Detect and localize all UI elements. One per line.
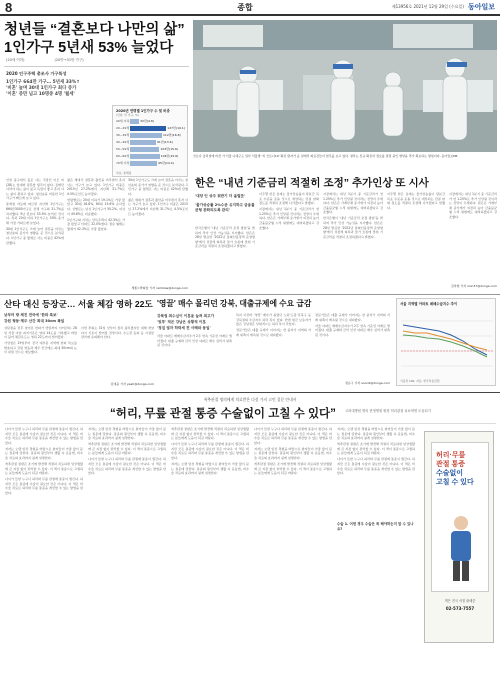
paragraph: 나이가 들면 누구나 허리와 무릎 관절에 통증이 생긴다. 하지만 모든 통증에 수술이 필요한 것은 아니다. 이 책은 비수술 치료로 허리와 무릎 통증을 개선할 수 있는 방법을 담았다.: [171, 442, 249, 460]
photo-illustration: [193, 20, 497, 152]
paragraph: 특히 이른바 '영끌' 매수가 몰렸던 노원·도봉·강북구 등 강북권의 수급지수 하락 폭이 컸다. 반면 현금 보유자가 많은 강남권은 상대적으로 하락 폭이 작았다.: [236, 313, 311, 327]
paragraph: 이주열 한은 총재는 물가상승률이 당분간 목표 수준을 웃돌 것으로 예상되는 만큼 완화 정도를 적절히 조정해 나가겠다고 말했다.: [387, 192, 445, 210]
subhead-item: '대당 인 상주 취반기 더 올릴듯': [195, 194, 246, 198]
housing-chart: [396, 298, 496, 386]
ad-section: [0, 392, 500, 691]
ad-body-col1: [5, 427, 83, 667]
story3-body-col1: [4, 326, 77, 386]
story1-deck: [6, 58, 186, 63]
paragraph: 이번 추위는 31일 낮부터 점차 풀리겠지만 새해 첫날 다시 기온이 떨어질 전망이다. 수도관 동파 등 시설물 관리에 유의해야 한다.: [81, 326, 154, 340]
chart-source: 자료: 통계청: [116, 171, 132, 175]
paragraph: 30대 1인가구도 크게 늘어 결혼을 미루는 청년층의 증가가 영향을 준 것으로 분석된다. 1인가구 중 월세로 사는 비중은 42%에 달했다.: [6, 226, 64, 245]
story2-headline: 한은 “내년 기준금리 적절히 조정” 추가인상 또 시사: [195, 177, 429, 189]
lead-item: 강원 형동·제주 산간 최대 30cm 폭설: [4, 318, 65, 323]
paragraph: 나이가 들면 누구나 허리와 무릎 관절에 통증이 생긴다. 하지만 모든 통증에 수술이 필요한 것은 아니다. 이 책은 비수술 치료로 허리와 무릎 통증을 개선할 수 있는 방법을 담았다.: [5, 477, 83, 495]
paragraph: 전문가들은 대출 규제가 이어지는 한 중저가 지역의 거래 위축이 계속될 것으로 내다봤다.: [315, 313, 390, 322]
story2-body-col2: [259, 192, 319, 290]
story3-body-col2: [81, 326, 154, 382]
ad-kicker: 척추관절 명의에게 치료받은 다섯 가지 고민 질문 안내서: [203, 397, 297, 402]
chart-bar: [130, 126, 166, 131]
paragraph: 기상청은 29일부터 전국 대부분 지역에 한파 특보를 발효하고 강원 영동과 제주 산간에는 최대 30cm의 눈이 내릴 것으로 예보했다.: [4, 341, 77, 355]
story1-byline: 세종=박희창 기자 ramblas@donga.com: [131, 286, 188, 290]
issue-info: 제13956호 2021년 12월 29일 (수요일): [391, 4, 464, 9]
story1-body-col1: [6, 178, 64, 290]
chart-category-label: 30~39세: [116, 133, 130, 137]
chart-value-label: 104만(15.6): [160, 154, 179, 158]
hospital-photo: [193, 20, 497, 152]
lead-item: 낮부터 방 체진 전국에 '한파 특보': [4, 313, 58, 317]
paragraph: 저자는 오랜 임상 경험을 바탕으로 환자들이 가장 많이 묻는 질문에 답한다. 통증의 원인부터 생활 속 운동법, 비수술 치료의 효과까지 쉽게 설명한다.: [5, 446, 83, 460]
story3-byline: 김예윤 기자 yeah@donga.com: [110, 382, 154, 386]
paragraph: 나이가 들면 누구나 허리와 무릎 관절에 통증이 생긴다. 하지만 모든 통증에 수술이 필요한 것은 아니다. 이 책은 비수술 치료로 허리와 무릎 통증을 개선할 수 있는 방법을 담았다.: [5, 427, 83, 445]
ad-divider: [4, 423, 496, 424]
chart-category-label: 20세 이하: [116, 119, 130, 123]
chart-bar: [130, 161, 157, 166]
lead-item: '빚투' 적은 강남은 상황적 이훈: [157, 320, 206, 324]
story1-bullets: [6, 80, 111, 99]
story1-headline: [4, 21, 189, 57]
book-phone: 02-573-7557: [445, 606, 475, 611]
chart-category-label: 20~29세: [116, 126, 130, 130]
story4-lead: [157, 313, 232, 331]
paragraph: 나이가 들면 누구나 허리와 무릎 관절에 통증이 생긴다. 하지만 모든 통증에 수술이 필요한 것은 아니다. 이 책은 비수술 치료로 허리와 무릎 통증을 개선할 수 있는 방법을 담았다.: [337, 457, 415, 476]
book-title-line: 관절 통증: [436, 461, 465, 468]
masthead: [0, 0, 500, 16]
photo1-caption: 코로나 총리설에 비선 가 서울 나네구도 일부 서울병 '치 코로나19' 확진 환자가 음 실에서 의료진들이 업무를 보고 있다. 정부는 신규 확진자 정보를 결정 중인 병상을 추가 확보하는 방침이다. 동아일보DB: [193, 154, 458, 158]
paragraph: 1인가구의 거처는 단독주택이 42.3%로 가장 많았고 아파트 32.0%였다. 점유 형태는 월세가 42.3%로 가장 많았다.: [67, 217, 125, 231]
paragraph: 이주열 한은 총재는 물가상승률이 당분간 목표 수준을 웃돌 것으로 예상되는 만큼 완화 정도를 적절히 조정해 나가겠다고 말했다.: [259, 192, 319, 206]
book-publisher: 책은 전국 서점 판매중: [444, 599, 476, 603]
story1-headline-line1: 청년들 “결혼보다 나만의 삶”: [4, 22, 185, 38]
paragraph: 척추관절 질환은 조기에 발견해 적절히 치료하면 일상생활에 큰 지장 없이 관리할 수 있다. 이 책이 통증으로 고생하는 분들에게 도움이 되길 바란다.: [5, 461, 83, 476]
book-title: [436, 451, 488, 487]
story2-subheads: [195, 194, 255, 213]
book-title-line: 고칠 수 있다: [436, 479, 474, 486]
deck-left: (20세 이하): [6, 58, 25, 62]
age-chart: [112, 105, 188, 177]
book-title-line: 허리·무릎: [436, 452, 466, 459]
ad-tagline: 고려대병원 명의 현영병원 원장 허리관절 치료혁명 도움되기: [345, 409, 431, 413]
paragraph: 성탄절을 전후 찾아온 한파가 연말까지 이어진다. 28일 서울 아침 최저기온은 영하 14도를 기록했고 바람이 불어 체감온도는 영하 22도까지 떨어졌다.: [4, 326, 77, 340]
chart-category-label: 60~69세: [116, 154, 130, 158]
paragraph: 통계청 자료에 따르면 지난해 1인가구는 664만3000가구로 전체 가구의 31.7%를 차지했다. 5년 전보다 33.5% 늘어난 것이다. 특히 20대 이하 1인가구는 53% 증가해 가장 가파르게 늘었다.: [6, 202, 64, 225]
paragraph: 한국은행이 '내년 기준금리 조정 방침'을 밝히며 추가 인상 가능성을 시사했다. 한은은 28일 발표한 '2022년 통화신용정책 운영방향'에서 성장세 회복과 물가 흐름에 맞춰 기준금리를 적절히 조정하겠다고 밝혔다.: [195, 226, 255, 249]
story4-body-col2: [236, 313, 311, 386]
paragraph: 시장에서는 내년 1분기 중 기준금리가 연 1.25%로 추가 인상될 것이라는 전망이 우세하다. 한은은 가계부채 증가세가 여전히 높아 금융불균형 누적 위험에도 대비하겠다고 강조했다.: [449, 192, 497, 219]
subhead-item: '물가상승률 2%수준 유지하고 금융불균형 완화되도록 관리': [195, 203, 255, 212]
book-front: [431, 442, 489, 592]
paragraph: 척추관절 질환은 조기에 발견해 적절히 치료하면 일상생활에 큰 지장 없이 관리할 수 있다. 이 책이 통증으로 고생하는 분들에게 도움이 되길 바란다.: [88, 442, 166, 456]
chart-value-label: 95만(14.4): [158, 161, 174, 165]
chart2-note: 기준선 100, 자료: 한국부동산원: [400, 379, 440, 383]
story4-body-col3: [315, 313, 390, 379]
paragraph: 나이가 들면 누구나 허리와 무릎 관절에 통증이 생긴다. 하지만 모든 통증에 수술이 필요한 것은 아니다. 이 책은 비수술 치료로 허리와 무릎 통증을 개선할 수 있는 방법을 담았다.: [254, 427, 332, 445]
paragraph: 저자는 오랜 임상 경험을 바탕으로 환자들이 가장 많이 묻는 질문에 답한다. 통증의 원인부터 생활 속 운동법, 비수술 치료의 효과까지 쉽게 설명한다.: [171, 461, 249, 476]
chart-value-label: 91만(13.6): [157, 140, 173, 144]
chart-bar: [130, 119, 139, 124]
paragraph: 서울 아파트 매매수급지수가 2주 연속 기준선 아래로 떨어졌다. 대출 규제와 금리 인상 여파로 매수 심리가 위축된 것이다.: [157, 334, 232, 348]
paragraph: 젊은 세대가 결혼과 출산을 미루면서 혼자 사는 가구가 늘고 있다. 1인가구 비중은 2015년 27.2%에서 지난해 31.7%로 4.5%포인트 높아졌다.: [67, 178, 125, 196]
housing-chart-plot: [401, 311, 493, 377]
bullet-item: '이혼' 증만 넘고 10명중 4명 '월세': [6, 92, 75, 98]
ad-body-col3: [171, 427, 249, 667]
story4-byline: 정순구 기자 soon9@donga.com: [344, 381, 390, 385]
lead-item: '정집 권자 하락세 전 사례와 동일': [157, 326, 211, 330]
paragraph: 나이가 들면 누구나 허리와 무릎 관절에 통증이 생긴다. 하지만 모든 통증에 수술이 필요한 것은 아니다. 이 책은 비수술 치료로 허리와 무릎 통증을 개선할 수 있는 방법을 담았다.: [88, 457, 166, 476]
chart-value-label: 112만(16.8): [163, 133, 181, 137]
deck-right: (20만→31만 가구): [54, 58, 84, 62]
section-label: 종합: [237, 2, 253, 12]
divider: [4, 66, 189, 67]
chart-bars: [113, 119, 189, 171]
story1-subhead: 2020 인구주택 총조사 가구특성: [6, 71, 67, 76]
ad-body-col4: [254, 427, 332, 667]
paragraph: 시장에서는 내년 1분기 중 기준금리가 연 1.25%로 추가 인상될 것이라는 전망이 우세하다. 한은은 가계부채 증가세가 여전히 높아 금융불균형 누적 위험에도 대비하겠다고 강조했다.: [323, 192, 383, 215]
paragraph: 저자는 오랜 임상 경험을 바탕으로 환자들이 가장 많이 묻는 질문에 답한다. 통증의 원인부터 생활 속 운동법, 비수술 치료의 효과까지 쉽게 설명한다.: [337, 427, 415, 441]
chart-value-label: 103만(15.6): [160, 147, 179, 151]
chart-unit: (단위: 만 가구, %): [116, 113, 139, 117]
chart-value-label: 127만(19.1): [167, 126, 185, 130]
page-number: 8: [5, 0, 13, 15]
chart2-title: 서울 지역별 아파트 매매수급지수 추이: [400, 302, 458, 306]
ad-body-col5: [337, 427, 415, 667]
section-divider: [0, 294, 500, 295]
paragraph: 시장에서는 내년 1분기 중 기준금리가 연 1.25%로 추가 인상될 것이라는 전망이 우세하다. 한은은 가계부채 증가세가 여전히 높아 금융불균형 누적 위험에도 대비하겠다고 강조했다.: [259, 207, 319, 230]
paragraph: 한국은행이 '내년 기준금리 조정 방침'을 밝히며 추가 인상 가능성을 시사했다. 한은은 28일 발표한 '2022년 통화신용정책 운영방향'에서 성장세 회복과 물가 흐름에 맞춰 기준금리를 적절히 조정하겠다고 밝혔다.: [323, 216, 383, 239]
ad-body-col2: [88, 427, 166, 667]
chart-bar: [130, 133, 162, 138]
paragraph: 연령별로는 20대 이하가 19.1%로 가장 많았고 30대 16.8%, 60대 15.6% 순이었다. 성별로는 남성 1인가구가 50.2%, 여성이 49.8%로 비슷했다.: [67, 197, 125, 216]
paragraph: 전문가들은 대출 규제가 이어지는 한 중저가 지역의 거래 위축이 계속될 것으로 내다봤다.: [236, 328, 311, 337]
book-cover: [424, 431, 494, 643]
paragraph: 저자는 오랜 임상 경험을 바탕으로 환자들이 가장 많이 묻는 질문에 답한다. 통증의 원인부터 생활 속 운동법, 비수술 치료의 효과까지 쉽게 설명한다.: [88, 427, 166, 441]
story1-headline-line2: 1인가구 5년새 53% 늘었다: [4, 40, 174, 56]
paragraph: 척추관절 질환은 조기에 발견해 적절히 치료하면 일상생활에 큰 지장 없이 관리할 수 있다. 이 책이 통증으로 고생하는 분들에게 도움이 되길 바란다.: [254, 461, 332, 476]
ad-headline: “허리, 무릎 관절 통증 수술없이 고칠 수 있다”: [110, 408, 336, 420]
paper-name: 동아일보: [467, 3, 495, 11]
paragraph: 서울 아파트 매매수급지수가 2주 연속 기준선 아래로 떨어졌다. 대출 규제와 금리 인상 여파로 매수 심리가 위축된 것이다.: [315, 323, 390, 337]
book-cover-figure-icon: [440, 513, 482, 583]
book-title-line: 수술없이: [436, 470, 464, 477]
story2-byline: 김자현 기자 zion37@donga.com: [450, 284, 497, 288]
story2-body-col4: [387, 192, 445, 290]
chart-category-label: 70세 이상: [116, 161, 130, 165]
story2-body-col3: [323, 192, 383, 290]
chart-value-label: 32만(4.8): [140, 119, 154, 123]
paragraph: 저자는 오랜 임상 경험을 바탕으로 환자들이 가장 많이 묻는 질문에 답한다. 통증의 원인부터 생활 속 운동법, 비수술 치료의 효과까지 쉽게 설명한다.: [254, 446, 332, 460]
lead-item: 강북권 최수십이 이훈윤 늘려 최고가: [157, 314, 215, 318]
story4-headline: '영끌' 매수 몰리던 강북, 대출규제에 수요 급감: [157, 299, 312, 308]
chart-category-label: 40~49세: [116, 140, 130, 144]
paragraph: 젊은 세대가 결혼과 출산을 미루면서 혼자 사는 가구가 늘고 있다. 1인가구 비중은 2015년 27.2%에서 지난해 31.7%로 4.5%포인트 높아졌다.: [128, 197, 188, 216]
paragraph: 30대 1인가구도 크게 늘어 결혼을 미루는 청년층의 증가가 영향을 준 것으로 분석된다. 1인가구 중 월세로 사는 비중은 42%에 달했다.: [128, 178, 188, 196]
story3-headline: 산타 대신 등장군… 서울 체감 영하 22도: [4, 299, 153, 309]
chart-bar: [130, 154, 160, 159]
story4-body-col1: [157, 334, 232, 386]
story2-body-col5: [449, 192, 497, 284]
paragraph: 척추관절 질환은 조기에 발견해 적절히 치료하면 일상생활에 큰 지장 없이 관리할 수 있다. 이 책이 통증으로 고생하는 분들에게 도움이 되길 바란다.: [337, 442, 415, 456]
chart-category-label: 50~59세: [116, 147, 130, 151]
story3-lead: [4, 313, 154, 324]
paragraph: 인천 중구에서 홀로 사는 직장인 이모 씨(28)는 입대와 결혼할 생각이 없다. 집에만 사라야 하는 삶이 싫고 독립이 좋고 혼자 사는 삶이 편하고 있다. 청년층을 비롯한 1인가구가 빠르게 늘고 있다.: [6, 178, 64, 201]
story1-body-col2: [67, 178, 125, 290]
chart-bar: [130, 147, 159, 152]
chart-title: 2020년 연령별 1인가구 수 및 비중: [116, 109, 170, 113]
chart-bar: [130, 140, 156, 145]
story2-body-col1: [195, 226, 255, 290]
ad-section-title: 수술 1. 어떤 경우 수술은 꼭 해야하는지 알 수 있나요?: [337, 522, 414, 531]
paragraph: 척추관절 질환은 조기에 발견해 적절히 치료하면 일상생활에 큰 지장 없이 관리할 수 있다. 이 책이 통증으로 고생하는 분들에게 도움이 되길 바란다.: [171, 427, 249, 441]
bullet-item: '비혼' 늘며 30대 1인가구 최다 증가: [6, 86, 77, 92]
bullet-item: 1인가구 664만 가구… 5년새 33%↑: [6, 80, 80, 85]
story1-body-col3: [128, 178, 188, 286]
